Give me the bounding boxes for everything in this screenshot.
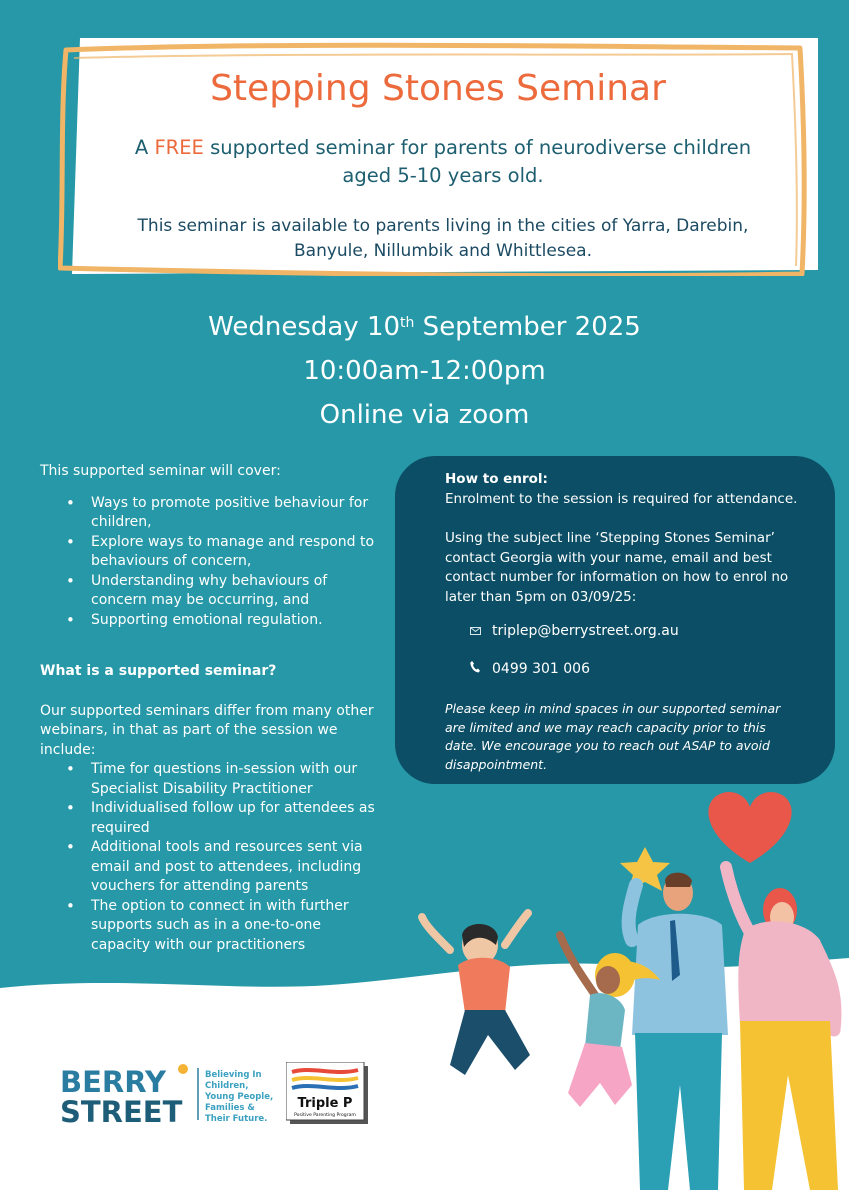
supported-seminar-description: Our supported seminars differ from many other webinars, in that as part of the session we include: bbox=[40, 702, 374, 758]
free-highlight: FREE bbox=[154, 136, 204, 159]
heart-icon bbox=[708, 792, 791, 863]
star-icon bbox=[620, 847, 670, 891]
enrol-instructions: Using the subject line ‘Stepping Stones Seminar’ contact Georgia with your name, email and best contact number for information on how to enrol no later than 5pm on 03/09/25: bbox=[445, 530, 789, 605]
topics-list bbox=[40, 494, 375, 631]
triple-p-logo bbox=[286, 1062, 370, 1126]
seminar-title: Stepping Stones Seminar bbox=[210, 68, 666, 109]
list-item: • Supporting emotional regulation. bbox=[91, 611, 375, 631]
svg-text:Young People,: Young People, bbox=[205, 1092, 274, 1102]
list-item: • Individualised follow up for attendees as required bbox=[91, 799, 375, 838]
triple-p-word: Triple P bbox=[297, 1096, 353, 1111]
berry-word: BERRY bbox=[60, 1065, 166, 1099]
list-item: • The option to connect in with further supports such as in a one-to-one capacity with our practitioners bbox=[91, 897, 375, 956]
seminar-subtitle: A FREE supported seminar for parents of neurodiverse children aged 5-10 years old. bbox=[134, 136, 752, 187]
availability-text: This seminar is available to parents living in the cities of Yarra, Darebin, Banyule, Nillumbik and Whittlesea. bbox=[137, 216, 749, 261]
enrol-requirement: Enrolment to the session is required for attendance. bbox=[445, 490, 798, 507]
family-illustration bbox=[410, 785, 849, 1200]
phone-contact[interactable] bbox=[470, 660, 590, 680]
list-item: • Understanding why behaviours of concern may be occurring, and bbox=[91, 572, 375, 611]
svg-text:Their Future.: Their Future. bbox=[205, 1114, 268, 1124]
event-date: Wednesday 10th September 2025 bbox=[208, 312, 641, 342]
envelope-icon bbox=[470, 622, 492, 642]
coverage-intro: This supported seminar will cover: bbox=[40, 463, 281, 479]
berry-street-logo bbox=[60, 1062, 275, 1126]
list-item: • Additional tools and resources sent via email and post to attendees, including vouchers for attending parents bbox=[91, 838, 375, 897]
seminar-coverage bbox=[40, 462, 375, 955]
list-item: • Ways to promote positive behaviour for children, bbox=[91, 494, 375, 533]
svg-text:Positive Parenting Program: Positive Parenting Program bbox=[294, 1113, 356, 1118]
svg-text:Children,: Children, bbox=[205, 1081, 249, 1091]
supported-seminar-heading: What is a supported seminar? bbox=[40, 663, 277, 679]
capacity-note: Please keep in mind spaces in our supported seminar are limited and we may reach capacity prior to this date. We encourage you to reach out ASAP to avoid disappointment. bbox=[445, 701, 781, 772]
email-contact[interactable] bbox=[470, 622, 679, 642]
street-word: STREET bbox=[60, 1095, 183, 1126]
phone-number[interactable]: 0499 301 006 bbox=[492, 661, 590, 677]
email-address[interactable]: triplep@berrystreet.org.au bbox=[492, 623, 679, 639]
features-list bbox=[40, 760, 375, 955]
event-time: 10:00am-12:00pm bbox=[303, 356, 546, 386]
enrol-heading: How to enrol: bbox=[445, 471, 548, 487]
list-item: • Time for questions in-session with our Specialist Disability Practitioner bbox=[91, 760, 375, 799]
event-location: Online via zoom bbox=[319, 400, 530, 430]
svg-text:Families &: Families & bbox=[205, 1103, 255, 1113]
svg-text:Believing In: Believing In bbox=[205, 1070, 262, 1080]
header-card bbox=[58, 38, 818, 276]
enrol-box bbox=[395, 456, 835, 784]
list-item: • Explore ways to manage and respond to behaviours of concern, bbox=[91, 533, 375, 572]
phone-icon bbox=[470, 660, 492, 680]
